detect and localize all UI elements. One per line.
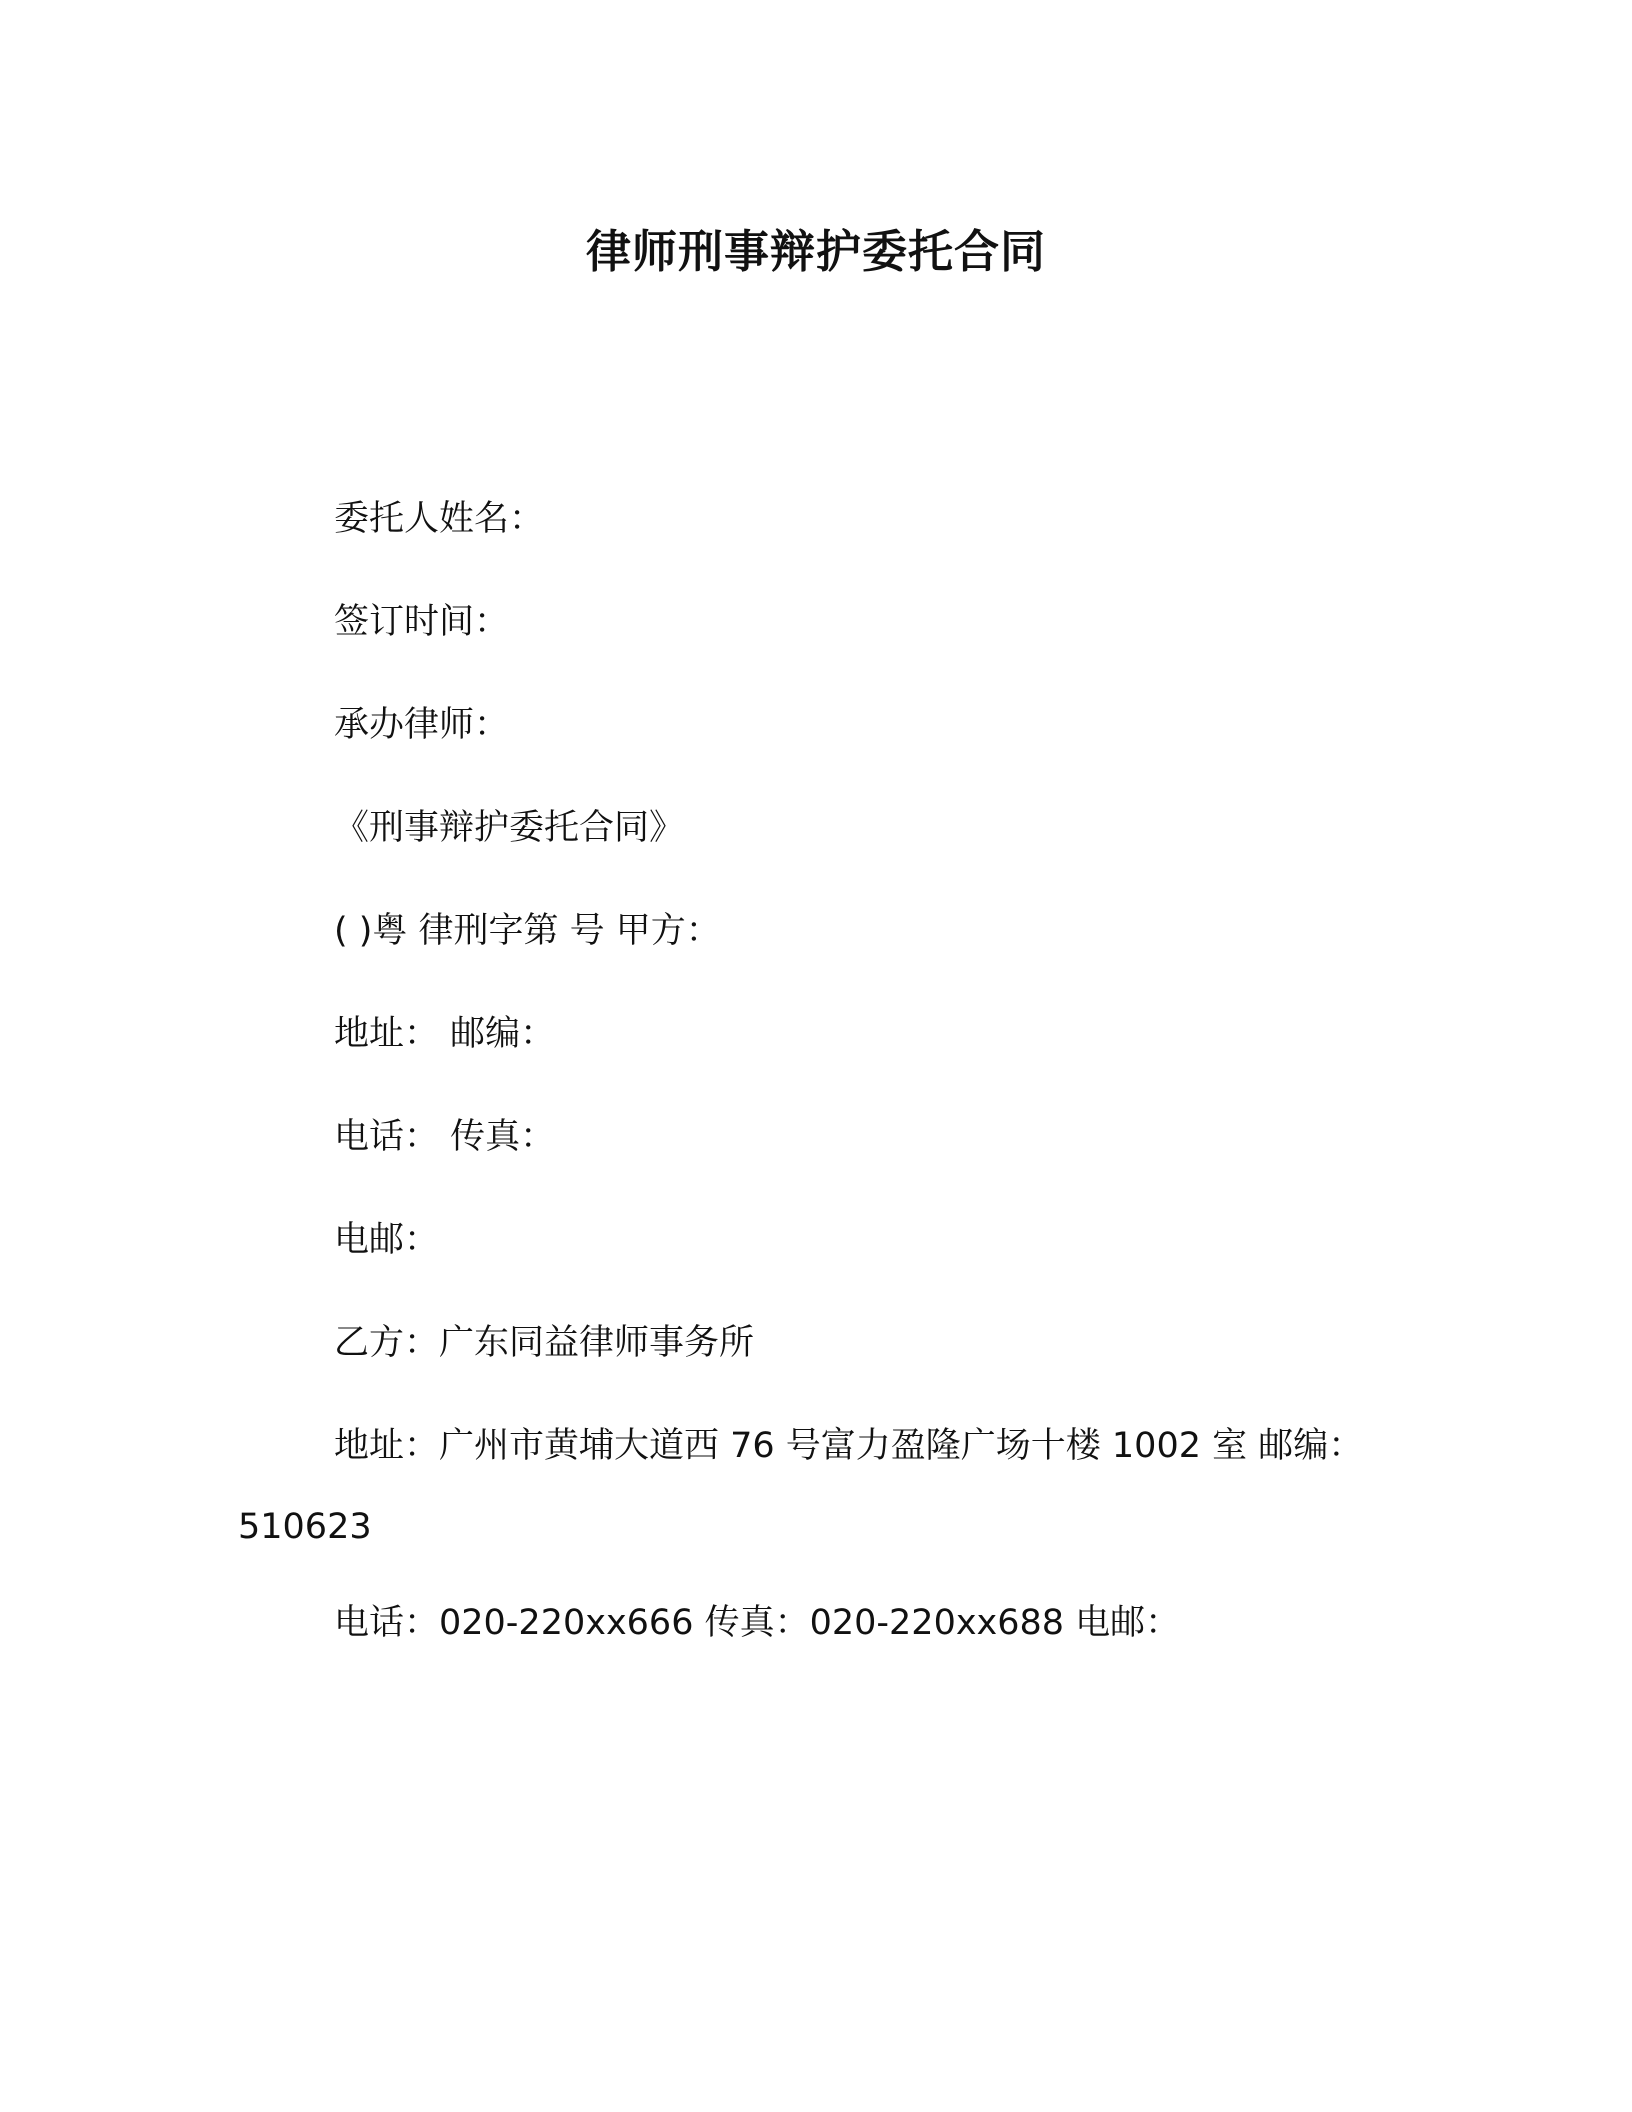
- client-name-line: 委托人姓名：: [334, 499, 545, 539]
- contract-name-line: 《刑事辩护委托合同》: [334, 808, 685, 848]
- party-a-phone-line: 电话： 传真：: [334, 1117, 556, 1157]
- signing-date-line: 签订时间：: [334, 602, 510, 642]
- party-b-line: 乙方：广东同益律师事务所: [334, 1323, 755, 1363]
- party-a-email-line: 电邮：: [334, 1220, 440, 1260]
- case-number-party-a-line: ( )粤 律刑字第 号 甲方：: [334, 911, 721, 951]
- party-b-phone-line: 电话：020-220xx666 传真：020-220xx688 电邮：: [334, 1603, 1181, 1643]
- party-b-address-line: 地址：广州市黄埔大道西 76 号富力盈隆广场十楼 1002 室 邮编：: [334, 1426, 1364, 1466]
- party-b-postcode-line: 510623: [238, 1507, 372, 1547]
- document-title: 律师刑事辩护委托合同: [585, 225, 1046, 278]
- lawyer-line: 承办律师：: [334, 705, 510, 745]
- party-a-address-line: 地址： 邮编：: [334, 1014, 556, 1054]
